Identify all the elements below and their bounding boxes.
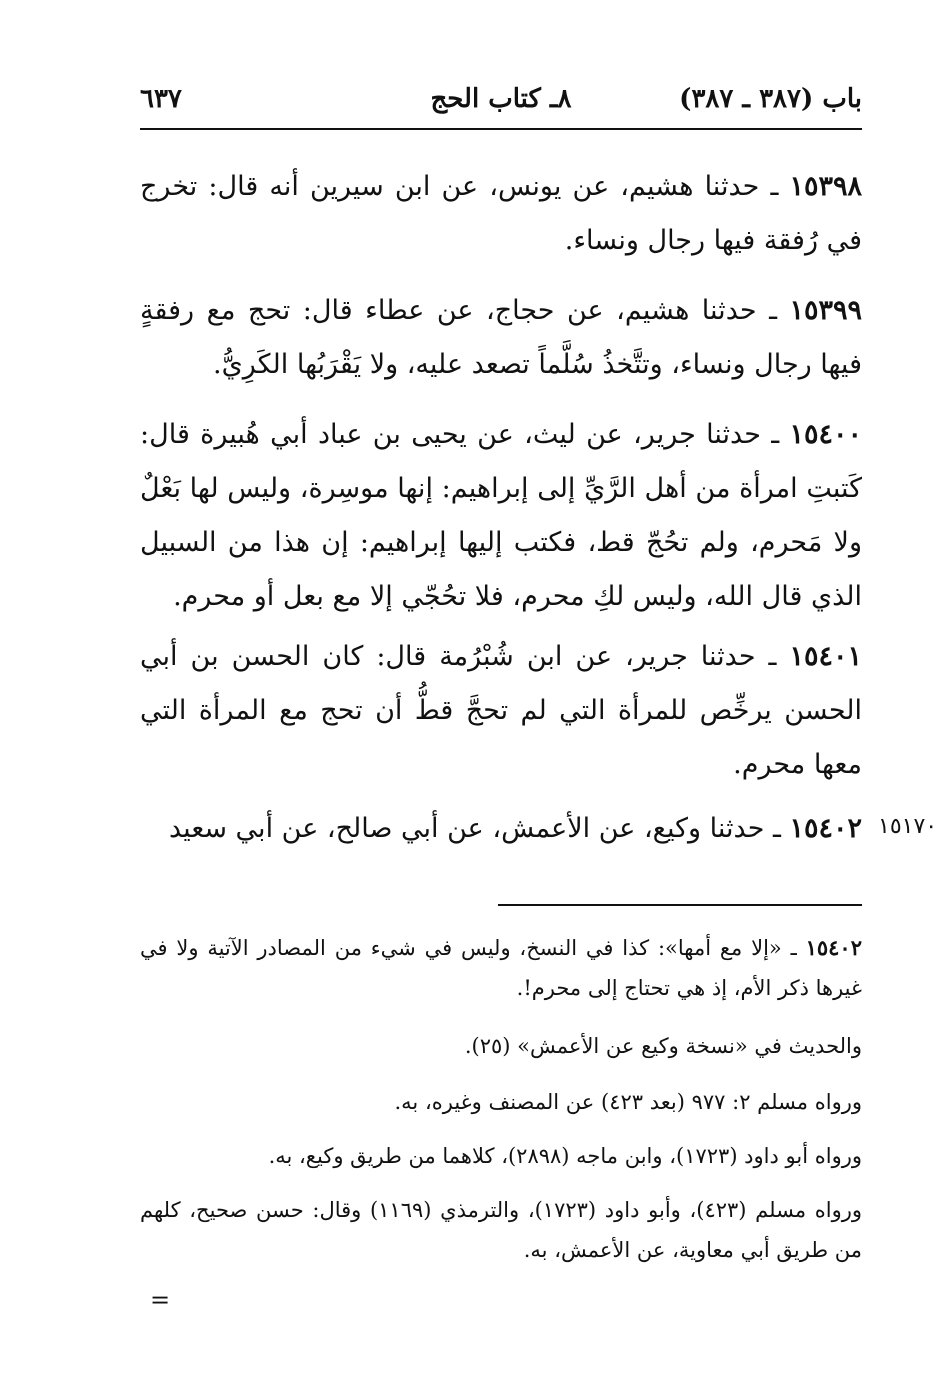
footnote-rule (498, 904, 862, 906)
hadith-text: ـ حدثنا جرير، عن ليث، عن يحيى بن عباد أبي هُبيرة قال: كَتبتِ امرأة من أهل الرَّيِّ إلى إبراهيم: إنها موسِرة، وليس لها بَعْلٌ ولا مَحرم، ولم تحُجّ قط، فكتب إليها إبراهيم: إن هذا من السبيل الذي قال الله، وليس لكِ محرم، فلا تحُجّي إلا مع بعل أو محرم. (140, 419, 862, 612)
continuation-mark: = (150, 1286, 171, 1314)
footnote-text: والحديث في «نسخة وكيع عن الأعمش» (٢٥). (464, 1034, 862, 1058)
footnote-text: ورواه مسلم (٤٢٣)، وأبو داود (١٧٢٣)، والترمذي (١١٦٩) وقال: حسن صحيح، كلهم من طريق أبي معاوية، عن الأعمش، به. (140, 1198, 862, 1262)
hadith-number: ١٥٤٠١ (789, 641, 862, 672)
margin-reference-number: ١٥١٧٠ (878, 814, 938, 839)
hadith-number: ١٥٣٩٩ (789, 295, 862, 326)
footnote-text: ـ «إلا مع أمها»: كذا في النسخ، وليس في شيء من المصادر الآتية ولا في غيرها ذكر الأم، إذ هي تحتاج إلى محرم!. (140, 936, 862, 1000)
footnote-text: ورواه مسلم ٢: ٩٧٧ (بعد ٤٢٣) عن المصنف وغيره، به. (394, 1090, 862, 1114)
page-number: ٦٣٧ (140, 84, 182, 114)
hadith-15399 (140, 284, 862, 392)
hadith-number: ١٥٤٠٢ (789, 813, 862, 844)
footnote (140, 1082, 862, 1122)
book-title: ٨ـ كتاب الحج (430, 84, 572, 114)
footnote-text: ورواه أبو داود (١٧٢٣)، وابن ماجه (٢٨٩٨)، كلاهما من طريق وكيع، به. (268, 1144, 862, 1168)
footnote (140, 1136, 862, 1176)
hadith-number: ١٥٣٩٨ (789, 171, 862, 202)
hadith-15398 (140, 160, 862, 268)
footnote (140, 928, 862, 1008)
footnote (140, 1026, 862, 1066)
hadith-15402 (140, 802, 862, 856)
hadith-number: ١٥٤٠٠ (789, 419, 862, 450)
hadith-15400 (140, 408, 862, 624)
hadith-text: ـ حدثنا هشيم، عن يونس، عن ابن سيرين أنه قال: تخرج في رُفقة فيها رجال ونساء. (140, 171, 862, 256)
chapter-title: باب (٣٨٧ ـ ٣٨٧) (679, 84, 862, 114)
running-header (140, 78, 862, 126)
hadith-text: ـ حدثنا وكيع، عن الأعمش، عن أبي صالح، عن أبي سعيد (169, 813, 790, 844)
footnote-number: ١٥٤٠٢ (805, 935, 862, 960)
header-rule (140, 128, 862, 130)
footnote (140, 1190, 862, 1270)
hadith-15401 (140, 630, 862, 792)
hadith-text: ـ حدثنا هشيم، عن حجاج، عن عطاء قال: تحج مع رفقةٍ فيها رجال ونساء، وتتَّخذُ سُلَّماً تصعد عليه، ولا يَقْرَبُها الكَرِيُّ. (140, 295, 862, 380)
hadith-text: ـ حدثنا جرير، عن ابن شُبْرُمة قال: كان الحسن بن أبي الحسن يرخِّص للمرأة التي لم تحجَّ قطُّ أن تحج مع المرأة التي معها محرم. (140, 641, 862, 780)
